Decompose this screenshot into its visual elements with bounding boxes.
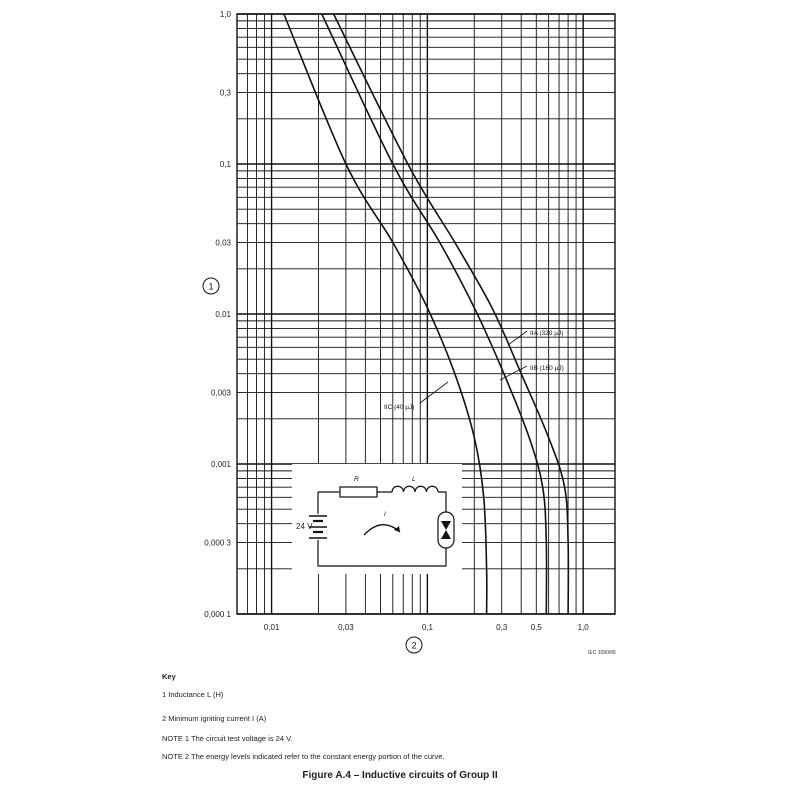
y-axis-marker: 1: [208, 281, 214, 292]
spark-gap-symbol: [438, 512, 454, 548]
label-iic: IIC (40 µJ): [384, 404, 415, 411]
label-iia: IIA (320 µJ): [530, 330, 564, 337]
resistor-label: R: [354, 476, 359, 483]
key-title: Key: [162, 672, 176, 681]
x-axis-marker: 2: [411, 640, 417, 651]
x-tick-label: 0,3: [496, 623, 508, 632]
x-tick-label: 0,1: [421, 623, 433, 632]
y-tick-label: 1,0: [219, 10, 231, 19]
x-tick-label: 0,03: [338, 623, 354, 632]
key-note-2: NOTE 2 The energy levels indicated refer to the constant energy portion of the curve.: [162, 752, 445, 761]
corner-note: IEC 1090/06: [588, 650, 616, 656]
y-tick-label: 0,000 1: [204, 610, 231, 619]
key-item-1: 1 Inductance L (H): [162, 690, 224, 699]
y-tick-label: 0,01: [215, 310, 231, 319]
y-tick-label: 0,3: [219, 88, 231, 98]
y-tick-label: 0,000 3: [204, 538, 231, 548]
x-tick-label: 1,0: [577, 623, 589, 632]
leader-line-iia: [508, 331, 527, 345]
label-iib: IIB (160 µJ): [530, 365, 564, 372]
key-item-2: 2 Minimum igniting current I (A): [162, 714, 267, 723]
y-tick-label: 0,03: [215, 238, 231, 248]
voltage-label: 24 V: [296, 522, 313, 531]
y-tick-label: 0,1: [219, 160, 231, 169]
key-note-1: NOTE 1 The circuit test voltage is 24 V.: [162, 734, 293, 743]
current-label: I: [384, 511, 386, 518]
x-tick-label: 0,01: [263, 623, 280, 632]
x-tick-label: 0,5: [530, 623, 542, 632]
figure-caption: Figure A.4 – Inductive circuits of Group II: [302, 770, 498, 781]
inductor-label: L: [412, 476, 416, 483]
resistor-symbol: [340, 487, 377, 497]
y-tick-label: 0,003: [210, 388, 231, 398]
circuit-inset: [292, 464, 462, 574]
y-tick-label: 0,001: [210, 460, 231, 469]
